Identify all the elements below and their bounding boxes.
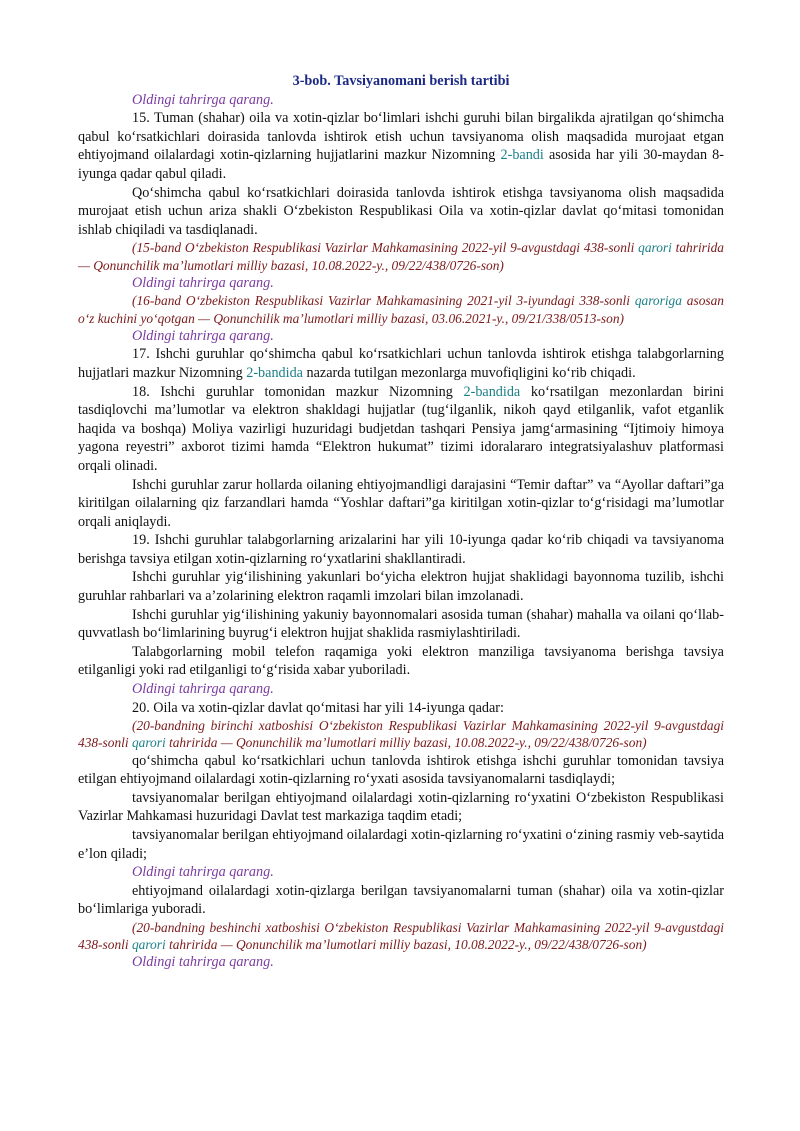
paragraph-text: (20-bandning birinchi xatboshisi O‘zbekiston Respublikasi Vazirlar Mahkamasining 2022-yil 9-avgustdagi 438-sonli (78, 718, 724, 751)
previous-edition-link[interactable]: Oldingi tahrirga qarang. (132, 954, 274, 971)
paragraph-text: 20. Oila va xotin-qizlar davlat qo‘mitasi har yili 14-iyunga qadar: (132, 699, 504, 716)
paragraph-text: 15. Tuman (shahar) oila va xotin-qizlar bo‘limlari ishchi guruhi bilan birgalikda ajratilgan qo‘shimcha qabul ko‘rsatkichlari doirasida tanlovda ishtirok etish uchun tavsiyanoma olish maqsadida murojaat etgan ehtiyojmand oilalardagi xotin-qizlarning hujjatlarini mazkur Nizomning (78, 110, 724, 164)
amendment-note (78, 717, 724, 751)
previous-edition-link[interactable]: Oldingi tahrirga qarang. (132, 864, 274, 881)
paragraph-text: Qo‘shimcha qabul ko‘rsatkichlari doirasida tanlovda ishtirok etishga tavsiyanoma olish maqsadida murojaat etish uchun ariza shakli O‘zbekiston Respublikasi Oila va xotin-qizlar davlat qo‘mitasi tomonidan ishlab chiqiladi va tasdiqlanadi. (78, 184, 724, 238)
paragraph-text: asosan o‘z kuchini yo‘qotgan — Qonunchilik ma’lumotlari milliy bazasi, 03.06.2021-y., 09/21/338/0513-son) (78, 293, 724, 326)
previous-edition-link[interactable]: Oldingi tahrirga qarang. (132, 681, 274, 698)
paragraph (78, 643, 724, 680)
paragraph-text: (20-bandning beshinchi xatboshisi O‘zbekiston Respublikasi Vazirlar Mahkamasining 2022-yil 9-avgustdagi 438-sonli (78, 919, 724, 953)
document-link[interactable]: qarori (638, 240, 672, 256)
paragraph-text: qo‘shimcha qabul ko‘rsatkichlari uchun tanlovda ishtirok etishga ishchi guruhlar tomonidan tavsiya etilgan ehtiyojmand oilalardagi xotin-qizlarning ro‘yxati asosida tavsiyanomalarni tasdiqlaydi; (78, 752, 724, 788)
paragraph-text: 19. Ishchi guruhlar talabgorlarning arizalarini har yili 10-iyunga qadar ko‘rib chiqadi va tavsiyanoma berishga tavsiya etilgan xotin-qizlarning ro‘yxatlarini shakllantiradi. (78, 532, 724, 567)
previous-edition-link[interactable]: Oldingi tahrirga qarang. (132, 91, 274, 108)
paragraph-text: tavsiyanomalar berilgan ehtiyojmand oilalardagi xotin-qizlarning ro‘yxatini O‘zbekiston Respublikasi Vazirlar Mahkamasi huzuridagi Davlat test markaziga taqdim etadi; (78, 789, 724, 825)
paragraph (78, 789, 724, 826)
paragraph (78, 184, 724, 240)
amendment-note (78, 292, 724, 326)
paragraph-text: tahririda — Qonunchilik ma’lumotlari milliy bazasi, 10.08.2022-y., 09/22/438/0726-son) (165, 937, 647, 953)
document-link[interactable]: 2-bandi (500, 147, 544, 164)
paragraph-text: Ishchi guruhlar yig‘ilishining yakuniy bayonnomalari asosida tuman (shahar) mahalla va oilani qo‘llab-quvvatlash bo‘limlarining buyrug‘i elektron hujjat shaklida rasmiylashtiriladi. (78, 606, 724, 642)
paragraph-text: Ishchi guruhlar zarur hollarda oilaning ehtiyojmandligi darajasini “Temir daftar” va “Ayollar daftari”ga kiritilgan oilalarning qiz farzandlari hamda “Yoshlar daftari”ga kiritilgan xotin-qizlar to‘g‘risidagi ma’lumotlar orqali aniqlaydi. (78, 476, 724, 530)
paragraph (78, 882, 724, 919)
paragraph-text: nazarda tutilgan mezonlarga muvofiqligini ko‘rib chiqadi. (302, 364, 636, 381)
document-link[interactable]: 2-bandida (463, 383, 521, 400)
paragraph (78, 699, 724, 718)
paragraph-text: Ishchi guruhlar yig‘ilishining yakunlari bo‘yicha elektron hujjat shaklidagi bayonnoma tuzilib, ishchi guruhlar rahbarlari va a’zolarining elektron raqamli imzolari bilan imzolanadi. (78, 569, 724, 605)
document-link[interactable]: qarori (131, 937, 166, 953)
document-link[interactable]: qarori (131, 735, 166, 751)
paragraph-text: tahririda — Qonunchilik ma’lumotlari milliy bazasi, 10.08.2022-y., 09/22/438/0726-son) (165, 735, 647, 751)
paragraph-text: tavsiyanomalar berilgan ehtiyojmand oilalardagi xotin-qizlarning ro‘yxatini o‘zining rasmiy veb-saytida e’lon qiladi; (78, 827, 724, 862)
paragraph-text: ko‘rsatilgan mezonlardan birini tasdiqlovchi ma’lumotlar va elektron shakldagi hujjatlar (tug‘ilganlik, nikoh qayd etilganlik, vafot etganlik haqida va boshqa) Moliya vazirligi huzuridagi budjetdan tashqari Pensiya jamg‘armasining “Ijtimoiy himoya yagona reyestri” axborot tizimi hamda “Elektron hukumat” tizimi idoralararo integratsiyalashuv platformasi orqali olinadi. (78, 383, 724, 474)
paragraph (78, 531, 724, 568)
paragraph-text: (15-band O‘zbekiston Respublikasi Vazirlar Mahkamasining 2022-yil 9-avgustdagi 438-sonli (132, 240, 639, 256)
paragraph (78, 826, 724, 863)
previous-edition-link[interactable]: Oldingi tahrirga qarang. (132, 327, 274, 344)
document-link[interactable]: 2-bandida (246, 364, 303, 381)
paragraph (78, 476, 724, 532)
document-body (78, 91, 724, 972)
document-link[interactable]: qaroriga (634, 293, 682, 309)
chapter-title: 3-bob. Tavsiyanomani berish tartibi (292, 73, 510, 89)
paragraph-text: 17. Ishchi guruhlar qo‘shimcha qabul ko‘rsatkichlari uchun tanlovda ishtirok etishga talabgorlarning hujjatlari mazkur Nizomning (78, 346, 724, 381)
previous-edition-link[interactable]: Oldingi tahrirga qarang. (132, 274, 274, 291)
amendment-note (78, 239, 724, 273)
paragraph-text: asosida har yili 30-maydan 8-iyunga qadar qabul qiladi. (78, 147, 725, 182)
amendment-note (78, 919, 724, 953)
paragraph-text: Talabgorlarning mobil telefon raqamiga yoki elektron manziliga tavsiyanoma berishga tavsiya etilganligi yoki rad etilganligi to‘g‘risida xabar yuboriladi. (78, 643, 724, 679)
paragraph (78, 109, 724, 183)
document-page (78, 72, 724, 972)
paragraph (78, 606, 724, 643)
paragraph-text: 18. Ishchi guruhlar tomonidan mazkur Nizomning (132, 383, 464, 400)
paragraph (78, 383, 724, 476)
paragraph-text: tahririda — Qonunchilik ma’lumotlari milliy bazasi, 10.08.2022-y., 09/22/438/0726-son) (78, 240, 724, 273)
paragraph (78, 568, 724, 605)
paragraph-text: ehtiyojmand oilalardagi xotin-qizlarga berilgan tavsiyanomalarni tuman (shahar) oila va xotin-qizlar bo‘limlariga yuboradi. (78, 882, 724, 918)
paragraph (78, 345, 724, 382)
paragraph (78, 752, 724, 789)
paragraph-text: (16-band O‘zbekiston Respublikasi Vazirlar Mahkamasining 2021-yil 3-iyundagi 338-sonli (132, 293, 635, 309)
